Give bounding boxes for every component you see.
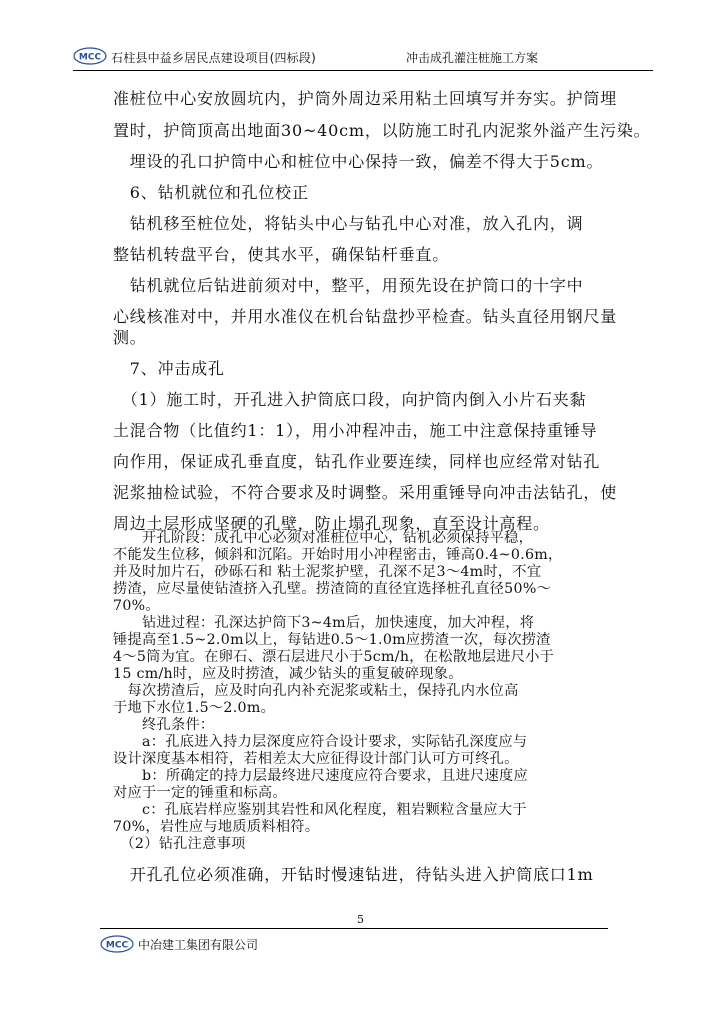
body-line: 整钻机转盘平台，使其水平，确保钻杆垂直。 <box>113 245 450 264</box>
mcc-logo-text: MCC <box>105 940 129 951</box>
page-number: 5 <box>357 913 364 926</box>
body-line-small: 不能发生位移，倾斜和沉陷。开始时用小冲程密击，锤高0.4~0.6m， <box>113 547 563 563</box>
body-line: 心线核准对中，并用水准仪在机台钻盘抄平检查。钻头直径用钢尺量 <box>113 307 618 326</box>
body-line-small: 钻进过程：孔深达护筒下3~4m后，加快速度，加大冲程，将 <box>113 615 535 631</box>
mcc-logo-icon <box>73 47 107 65</box>
body-line: 周边土层形成坚硬的孔壁，防止塌孔现象，直至设计高程。 <box>113 514 550 533</box>
body-line: 泥浆抽检试验，不符合要求及时调整。采用重锤导向冲击法钻孔，使 <box>113 483 618 502</box>
body-line: 向作用，保证成孔垂直度，钻孔作业要连续，同样也应经常对钻孔 <box>113 452 601 471</box>
body-line-small: 70%。 <box>113 598 160 614</box>
body-line: 钻机就位后钻进前须对中，整平，用预先设在护筒口的十字中 <box>113 276 584 295</box>
body-line: （1）施工时，开孔进入护筒底口段，向护筒内倒入小片石夹黏 <box>113 390 587 409</box>
body-line-small: 开孔阶段：成孔中心必须对准桩位中心，钻机必须保持平稳， <box>113 530 534 546</box>
body-line-small: 锤提高至1.5~2.0m以上，每钻进0.5～1.0m应捞渣一次，每次捞渣 <box>113 632 551 648</box>
body-line-small: 设计深度基本相符，若相差太大应征得设计部门认可方可终孔。 <box>113 751 519 767</box>
body-line-small: 每次捞渣后，应及时向孔内补充泥浆或粘土，保持孔内水位高 <box>113 683 519 699</box>
body-line-small: 70%，岩性应与地质质料相符。 <box>113 819 320 835</box>
body-line: 测。 <box>113 328 147 347</box>
body-line-small: 捞渣，应尽量使钻渣挤入孔壁。捞渣筒的直径宜选择桩孔直径50%～ <box>113 581 552 597</box>
body-line-small: c：孔底岩样应鉴别其岩性和风化程度，粗岩颗粒含量应大于 <box>113 802 527 818</box>
body-line: 埋设的孔口护筒中心和桩位中心保持一致，偏差不得大于5cm。 <box>113 152 604 171</box>
header-document-title: 冲击成孔灌注桩施工方案 <box>406 51 539 65</box>
section-heading: 7、冲击成孔 <box>113 359 225 378</box>
mcc-logo-text: MCC <box>78 52 102 63</box>
page-footer <box>100 928 608 955</box>
body-line-small: 终孔条件： <box>113 717 215 733</box>
body-line-small: b：所确定的持力层最终进尺速度应符合要求，且进尺速度应 <box>113 768 529 784</box>
body-line: 置时，护筒顶高出地面30~40cm，以防施工时孔内泥浆外溢产生污染。 <box>113 121 651 140</box>
body-line: 土混合物（比值约1：1），用小冲程冲击，施工中注意保持重锤导 <box>113 421 598 440</box>
footer-company-name: 中冶建工集团有限公司 <box>138 938 259 952</box>
page-header <box>73 44 653 71</box>
body-line-small: 对应于一定的锤重和标高。 <box>113 785 287 801</box>
mcc-logo-icon <box>100 935 134 953</box>
body-line-small: 15 cm/h时，应及时捞渣，减少钻头的重复破碎现象。 <box>113 666 463 682</box>
body-line-small: a：孔底进入持力层深度应符合设计要求，实际钻孔深度应与 <box>113 734 528 750</box>
body-line: 钻机移至桩位处，将钻头中心与钻孔中心对准，放入孔内，调 <box>113 214 584 233</box>
body-line-small: 4～5筒为宜。在卵石、漂石层进尺小于5cm/h，在松散地层进尺小于 <box>113 649 555 665</box>
header-project-title: 石柱县中益乡居民点建设项目(四标段) <box>111 51 316 65</box>
body-line-small: 于地下水位1.5～2.0m。 <box>113 700 276 716</box>
body-line: 开孔孔位必须准确，开钻时慢速钻进，待钻头进入护筒底口1m <box>113 865 594 884</box>
section-heading: 6、钻机就位和孔位校正 <box>113 183 309 202</box>
subsection-heading: （2）钻孔注意事项 <box>113 836 246 852</box>
body-line: 准桩位中心安放圆坑内，护筒外周边采用粘土回填写并夯实。护筒埋 <box>113 89 618 108</box>
body-line-small: 并及时加片石，砂砾石和 粘土泥浆护壁，孔深不足3～4m时，不宜 <box>113 564 542 580</box>
